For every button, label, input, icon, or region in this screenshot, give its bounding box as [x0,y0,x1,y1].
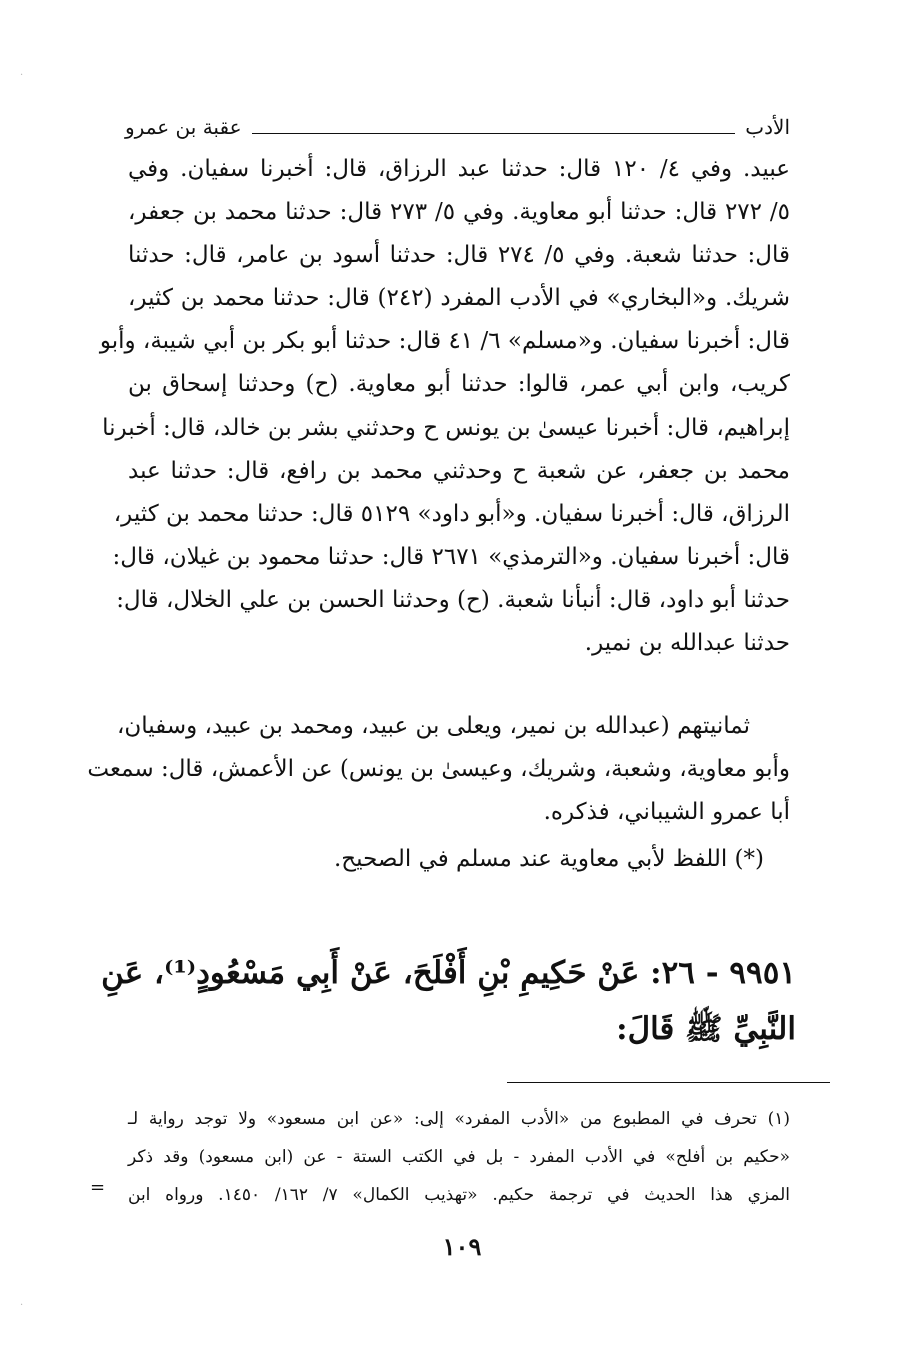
page-number: ١٠٩ [442,1232,482,1261]
text-line: حدثنا عبدالله بن نمير. [584,630,790,657]
summary-paragraph [87,705,790,834]
footnote-line: (١) تحرف في المطبوع من «الأدب المفرد» إلى: «عن ابن مسعود» ولا توجد رواية لـ [128,1109,790,1129]
footnote-separator [507,1082,830,1083]
hadith-line: ٩٩٥١ - ٢٦: عَنْ حَكِيمِ بْنِ أَفْلَحَ، عَنْ أَبِي مَسْعُودٍ⁽¹⁾، عَنِ [101,955,796,991]
takhrij-paragraph [99,148,791,665]
text-line: ٥/ ٢٧٢ قال: حدثنا أبو معاوية. وفي ٥/ ٢٧٣ قال: حدثنا محمد بن جعفر، [128,199,791,226]
text-line: حدثنا أبو داود، قال: أنبأنا شعبة. (ح) وحدثنا الحسن بن علي الخلال، قال: [116,586,790,613]
hadith-heading [101,945,796,1057]
margin-speck: · [20,1300,24,1311]
text-line: أبا عمرو الشيباني، فذكره. [543,799,790,826]
text-line: قال: أخبرنا سفيان. و«مسلم» ٦/ ٤١ قال: حدثنا أبو بكر بن أبي شيبة، وأبو [99,328,790,355]
text-line: قال: أخبرنا سفيان. و«الترمذي» ٢٦٧١ قال: حدثنا محمود بن غيلان، قال: [112,543,790,570]
header-narrator-title: عقبة بن عمرو [125,115,242,139]
footnote-line: «حكيم بن أفلح» في الأدب المفرد - بل في الكتب الستة - عن (ابن مسعود) وقد ذكر [128,1147,790,1167]
text-line: قال: حدثنا شعبة. وفي ٥/ ٢٧٤ قال: حدثنا أسود بن عامر، قال: حدثنا [128,242,790,269]
text-line: وأبو معاوية، وشعبة، وشريك، وعيسىٰ بن يونس) عن الأعمش، قال: سمعت [87,756,790,783]
wording-note: (*) اللفظ لأبي معاوية عند مسلم في الصحيح. [333,846,764,872]
header-rule [252,133,736,134]
text-line: محمد بن جعفر، عن شعبة ح وحدثني محمد بن رافع، قال: حدثنا عبد [128,457,790,484]
running-header [125,112,790,142]
footnote-line: المزي هذا الحديث في ترجمة حكيم. «تهذيب الكمال» ٧/ ١٦٢/ ١٤٥٠. ورواه ابن [128,1185,790,1205]
header-section-title: الأدب [745,115,790,139]
text-line: إبراهيم، قال: أخبرنا عيسىٰ بن يونس ح وحدثني بشر بن خالد، قال: أخبرنا [102,414,790,441]
footnote-continuation-mark: = [90,1177,106,1198]
hadith-line: النَّبِيِّ ﷺ قَالَ: [616,1011,796,1047]
margin-speck: · [20,70,24,81]
text-line: شريك. و«البخاري» في الأدب المفرد (٢٤٢) قال: حدثنا محمد بن كثير، [128,285,790,312]
text-line: عبيد. وفي ٤/ ١٢٠ قال: حدثنا عبد الرزاق، قال: أخبرنا سفيان. وفي [128,156,790,182]
text-line: كريب، وابن أبي عمر، قالوا: حدثنا أبو معاوية. (ح) وحدثنا إسحاق بن [128,371,790,398]
footnotes [128,1100,790,1214]
text-line: الرزاق، قال: أخبرنا سفيان. و«أبو داود» ٥١٢٩ قال: حدثنا محمد بن كثير، [113,500,790,527]
text-line: ثمانيتهم (عبدالله بن نمير، ويعلى بن عبيد، ومحمد بن عبيد، وسفيان، [116,713,750,739]
